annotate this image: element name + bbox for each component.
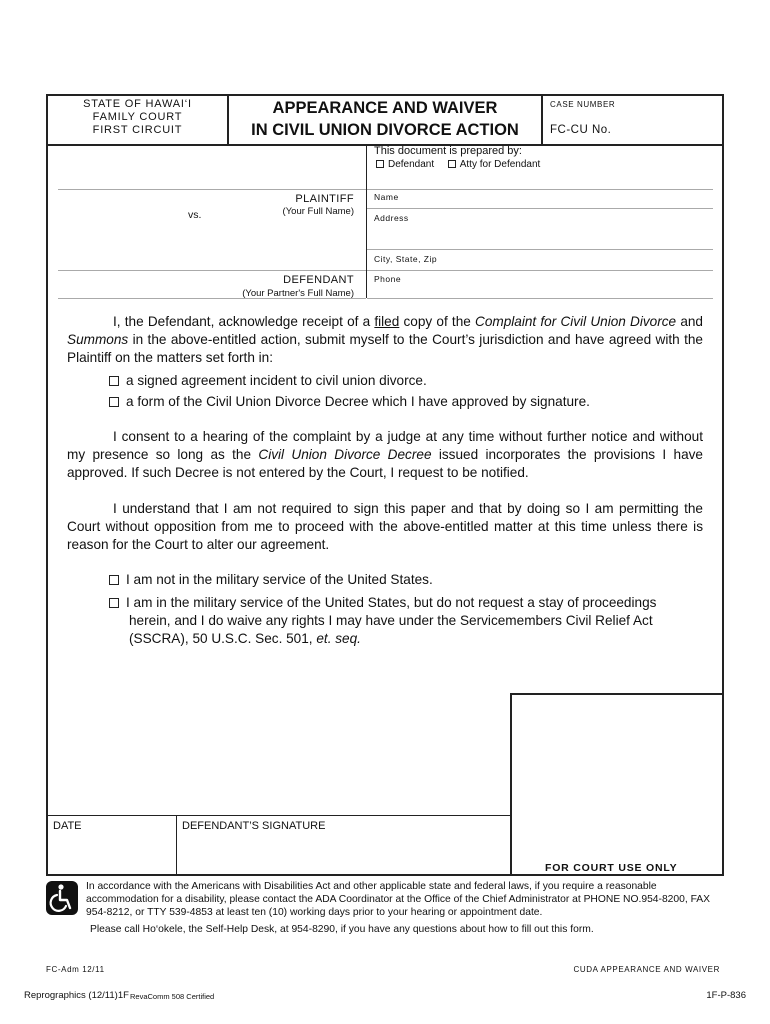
helpdesk-notice: Please call Ho‘okele, the Self-Help Desk, at 954-8290, if you have any questions about how to fill out this form. (90, 924, 594, 935)
city-field-label: City, State, Zip (374, 254, 438, 264)
not-military-label: I am not in the military service of the United States. (126, 572, 433, 587)
form-code: 1F-P-836 (706, 990, 746, 1001)
plaintiff-sublabel: (Your Full Name) (282, 206, 354, 217)
court-use-label: FOR COURT USE ONLY (545, 862, 678, 874)
plaintiff-name-line (58, 189, 366, 190)
military-label-line1: I am in the military service of the United States, but do not request a stay of proceedings (126, 595, 657, 610)
court-use-box-left (510, 693, 512, 875)
name-line (367, 208, 713, 209)
form-title-footer: CUDA APPEARANCE AND WAIVER (573, 965, 720, 974)
military-label-line3: (SSCRA), 50 U.S.C. Sec. 501, et. seq. (129, 631, 361, 646)
atty-checkbox[interactable] (448, 160, 456, 168)
prepared-by-label: This document is prepared by: (374, 145, 522, 157)
form-title-line2: IN CIVIL UNION DIVORCE ACTION (251, 121, 519, 139)
decree-form-label: a form of the Civil Union Divorce Decree which I have approved by signature. (126, 394, 590, 409)
form-frame (46, 94, 724, 876)
case-number-label: CASE NUMBER (550, 100, 616, 109)
defendant-name-line (58, 270, 366, 271)
court-use-box (510, 693, 724, 695)
signed-agreement-checkbox[interactable] (109, 376, 119, 386)
ada-notice: In accordance with the Americans with Disabilities Act and other applicable state and federal laws, if you require a reasonable accommodation for a disability, please contact the ADA Coordinator at the Office of the Chief Administrator at PHONE NO.954-8200, FAX 954-8212, or TTY 539-4853 at least ten (10) working days prior to your hearing or appointment date. (86, 881, 711, 918)
vs-label: vs. (188, 209, 202, 221)
not-military-checkbox[interactable] (109, 575, 119, 585)
court-circuit: FIRST CIRCUIT (92, 124, 183, 136)
signature-top-rule (47, 815, 510, 816)
signature-label: DEFENDANT’S SIGNATURE (182, 820, 326, 832)
understanding-paragraph: I understand that I am not required to sign this paper and that by doing so I am permitting the Court without opposition from me to proceed with the above-entitled matter at this time unless there is reason for the Court to alter our agreement. (67, 501, 703, 552)
date-label: DATE (53, 820, 82, 832)
prepared-by-bottom-line (367, 189, 713, 190)
military-label-line2: herein, and I do waive any rights I may have under the Servicemembers Civil Relief Act (129, 613, 653, 628)
military-checkbox[interactable] (109, 598, 119, 608)
acknowledgment-paragraph: I, the Defendant, acknowledge receipt of a filed copy of the Complaint for Civil Union Divorce and Summons in the above-entitled action, submit myself to the Court’s jurisdiction and have agreed with the Plaintiff on the matters set forth in: (67, 314, 703, 365)
form-id: FC-Adm 12/11 (46, 965, 105, 974)
defendant-checkbox[interactable] (376, 160, 384, 168)
revacomm: RevaComm 508 Certified (130, 992, 215, 1001)
address-line (367, 249, 713, 250)
header-divider-right (541, 95, 543, 145)
defendant-sublabel: (Your Partner's Full Name) (242, 288, 354, 299)
signed-agreement-label: a signed agreement incident to civil union divorce. (126, 373, 427, 388)
caption-divider (366, 146, 367, 298)
consent-paragraph: I consent to a hearing of the complaint by a judge at any time without further notice and without my presence so long as the Civil Union Divorce Decree issued incorporates the provisions I have approved. If such Decree is not entered by the Court, I request to be notified. (67, 429, 703, 480)
phone-field-label: Phone (374, 274, 402, 284)
case-number-prefix: FC-CU No. (550, 124, 612, 136)
name-field-label: Name (374, 192, 399, 202)
signature-divider (176, 815, 177, 876)
defendant-option-label: Defendant (388, 159, 435, 170)
court-name: FAMILY COURT (92, 111, 183, 123)
court-state: STATE OF HAWAI‘I (83, 98, 192, 110)
plaintiff-label: PLAINTIFF (295, 193, 354, 205)
address-field-label: Address (374, 213, 409, 223)
phone-line (367, 298, 713, 299)
wheelchair-accessibility-icon (46, 881, 78, 915)
form-title-line1: APPEARANCE AND WAIVER (272, 99, 498, 117)
defendant-label: DEFENDANT (283, 274, 354, 286)
decree-form-checkbox[interactable] (109, 397, 119, 407)
city-line (367, 270, 713, 271)
atty-option-label: Atty for Defendant (459, 159, 541, 170)
reprographics: Reprographics (12/11)1F (24, 990, 129, 1001)
